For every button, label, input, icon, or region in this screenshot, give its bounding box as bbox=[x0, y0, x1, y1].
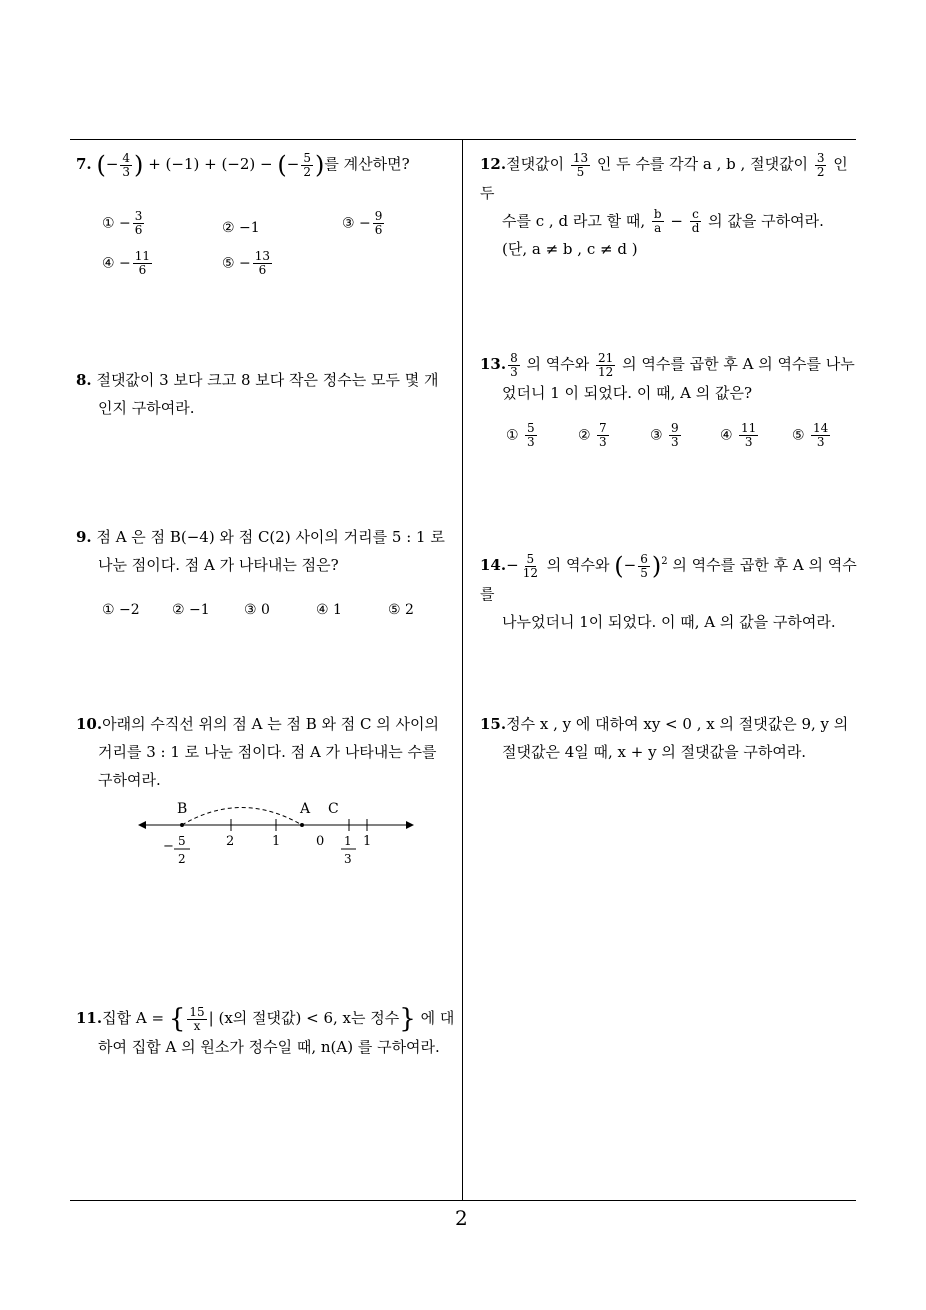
tick-label: 3 bbox=[344, 852, 352, 866]
choice-5[interactable]: ⑤ − $\frac{13}{6}$ bbox=[222, 249, 271, 277]
number-line bbox=[136, 795, 426, 875]
question-number: 14. bbox=[480, 556, 507, 574]
tick-label: 1 bbox=[363, 834, 372, 849]
tick-label: 1 bbox=[344, 834, 352, 848]
question-11: 11.집합 A = { $\frac{15}{x}$ | (x의 절댓값) < 6, x는 정수} 에 대 하여 집합 A 의 원소가 정수일 때, n(A) 를 구하여라. bbox=[76, 1004, 455, 1056]
question-10: 10.아래의 수직선 위의 점 A 는 점 B 와 점 C 의 사이의 거리를 3 : 1 로 나눈 점이다. 점 A 가 나타내는 수를 구하여라. bbox=[76, 715, 439, 789]
question-12: 12.절댓값이 $\frac{13}{5}$ 인 두 수를 각각 a , b , 절댓값이 $\frac{3}{2}$ 인 두 수를 c , d 라고 할 때, $\frac{b}{a}$ − $\frac{c}{d}$ 의 값을 구하여라. (단, a ≠ b , c ≠ d ) bbox=[480, 150, 848, 258]
question-number: 9. bbox=[76, 528, 92, 546]
question-number: 13. bbox=[480, 355, 507, 373]
choice-5[interactable]: ⑤ $\frac{14}{3}$ bbox=[792, 421, 829, 449]
choice-3[interactable]: ③ − $\frac{9}{6}$ bbox=[342, 209, 383, 237]
question-8: 8. 절댓값이 3 보다 크고 8 보다 작은 정수는 모두 몇 개 인지 구하여라. bbox=[76, 371, 439, 417]
tick-label: 2 bbox=[178, 852, 186, 866]
question-9: 9. 점 A 은 점 B(−4) 와 점 C(2) 사이의 거리를 5 : 1 로 나눈 점이다. 점 A 가 나타내는 점은? bbox=[76, 528, 445, 574]
question-13: 13. $\frac{8}{3}$ 의 역수와 $\frac{21}{12}$ 의 역수를 곱한 후 A 의 역수를 나누 었더니 1 이 되었다. 이 때, A 의 값은? bbox=[480, 350, 855, 402]
tick-label: − bbox=[163, 839, 174, 854]
choice-5[interactable]: ⑤ 2 bbox=[388, 602, 414, 618]
bottom-rule bbox=[70, 1200, 856, 1201]
choice-2[interactable]: ② −1 bbox=[172, 602, 210, 618]
choice-4[interactable]: ④ $\frac{11}{3}$ bbox=[720, 421, 757, 449]
choice-3[interactable]: ③ $\frac{9}{3}$ bbox=[650, 421, 679, 449]
top-rule bbox=[70, 139, 856, 140]
choice-4[interactable]: ④ − $\frac{11}{6}$ bbox=[102, 249, 151, 277]
question-15: 15.정수 x , y 에 대하여 xy < 0 , x 의 절댓값은 9, y 의 절댓값은 4일 때, x + y 의 절댓값을 구하여라. bbox=[480, 715, 849, 761]
choice-1[interactable]: ① $\frac{5}{3}$ bbox=[506, 421, 535, 449]
fraction: $\frac{4}{3}$ bbox=[122, 150, 131, 179]
question-number: 15. bbox=[480, 715, 507, 733]
fraction: $\frac{5}{2}$ bbox=[303, 150, 311, 179]
label-C: C bbox=[328, 801, 339, 817]
choice-2[interactable]: ② $\frac{7}{3}$ bbox=[578, 421, 607, 449]
page-number: 2 bbox=[455, 1206, 468, 1230]
question-number: 8. bbox=[76, 371, 92, 389]
tick-label: 5 bbox=[178, 834, 186, 848]
choice-2[interactable]: ② −1 bbox=[222, 220, 260, 236]
choice-1[interactable]: ① −2 bbox=[102, 602, 140, 618]
question-number: 7. bbox=[76, 155, 92, 173]
tick-label: 2 bbox=[226, 834, 235, 849]
label-A: A bbox=[300, 801, 311, 817]
tick-label: 0 bbox=[316, 834, 325, 849]
question-7: 7. (− $\frac{4}{3}$ ) + (−1) + (−2) − (− $\frac{5}{2}$ )를 계산하면? bbox=[76, 150, 410, 179]
choice-1[interactable]: ① − $\frac{3}{6}$ bbox=[102, 209, 143, 237]
question-number: 12. bbox=[480, 155, 507, 173]
column-divider bbox=[462, 140, 463, 1201]
question-number: 11. bbox=[76, 1009, 103, 1027]
question-number: 10. bbox=[76, 715, 103, 733]
label-B: B bbox=[177, 801, 188, 817]
choice-3[interactable]: ③ 0 bbox=[244, 602, 270, 618]
question-14: 14.− $\frac{5}{12}$ 의 역수와 (− $\frac{6}{5}$ )$^2$ 의 역수를 곱한 후 A 의 역수를 나누었더니 1이 되었다. 이 때, A 의 값을 구하여라. bbox=[480, 551, 857, 631]
tick-label: 1 bbox=[272, 834, 281, 849]
choice-4[interactable]: ④ 1 bbox=[316, 602, 342, 618]
